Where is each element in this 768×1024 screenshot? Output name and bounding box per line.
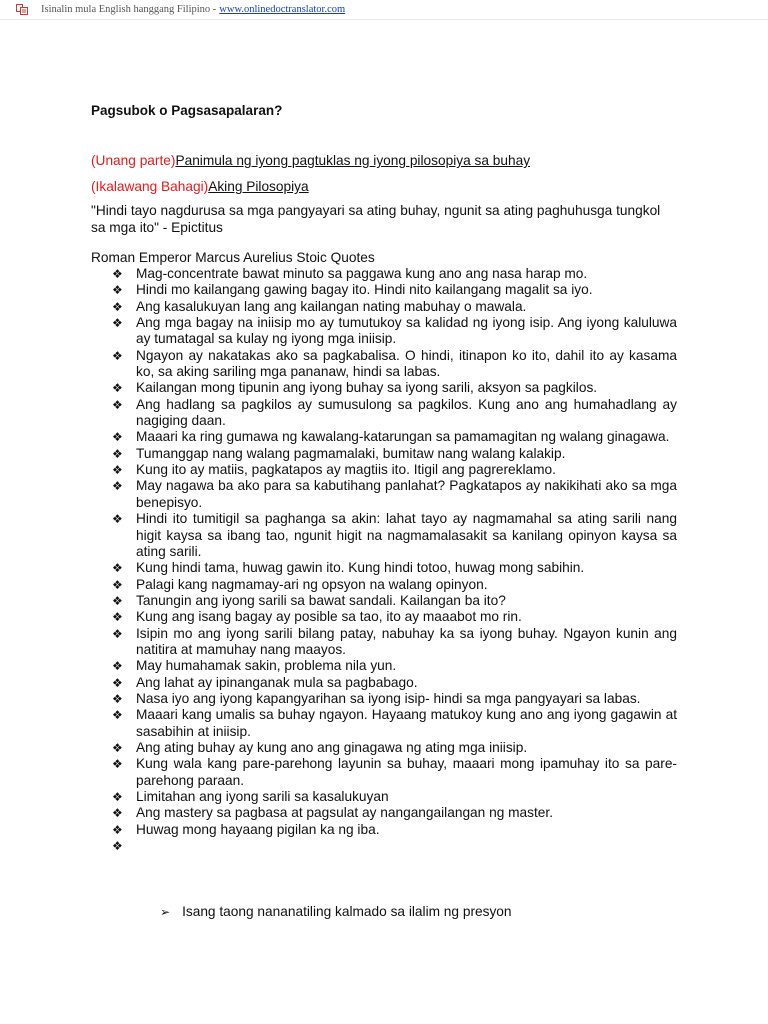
- list-item: [112, 266, 677, 282]
- diamond-bullet-icon: ❖: [112, 839, 123, 854]
- list-item-text: Kailangan mong tipunin ang iyong buhay sa iyong sarili, aksyon sa pagkilos.: [136, 380, 598, 396]
- diamond-bullet-icon: ❖: [112, 283, 123, 298]
- list-item: [112, 478, 677, 511]
- list-item-text: Isipin mo ang iyong sarili bilang patay, nabuhay ka sa iyong buhay. Ngayon kunin ang natitira at mamuhay nang maayos.: [136, 625, 677, 657]
- list-item: [112, 299, 677, 315]
- list-item: [112, 577, 677, 593]
- list-item: [112, 707, 677, 740]
- list-item-text: Ang ating buhay ay kung ano ang ginagawa ng ating mga iniisip.: [136, 739, 528, 755]
- diamond-bullet-icon: ❖: [112, 806, 123, 821]
- list-item: [112, 756, 677, 789]
- list-item-text: Ang mga bagay na iniisip mo ay tumutukoy sa kalidad ng iyong isip. Ang iyong kaluluwa ay tumatagal sa kulay ng iyong mga iniisip.: [136, 315, 677, 347]
- list-item: [112, 740, 677, 756]
- list-item: [112, 348, 677, 381]
- diamond-bullet-icon: ❖: [112, 577, 123, 592]
- list-item-text: Huwag mong hayaang pigilan ka ng iba.: [136, 821, 380, 837]
- list-item: [112, 609, 677, 625]
- diamond-bullet-icon: ❖: [112, 610, 123, 625]
- list-item: [112, 446, 677, 462]
- list-item: [112, 805, 677, 821]
- list-item: [112, 511, 677, 560]
- list-item-text: Hindi ito tumitigil sa paghanga sa akin: lahat tayo ay nagmamahal sa ating sarili nang higit kaysa sa ibang tao, ngunit higit na nagmamalasakit sa kanilang opinyon kaysa sa ating sarili.: [136, 511, 677, 559]
- list-item: [112, 593, 677, 609]
- diamond-bullet-icon: ❖: [112, 822, 123, 837]
- diamond-bullet-icon: ❖: [112, 708, 123, 723]
- list-item: [112, 789, 677, 805]
- list-item-text: Palagi kang nagmamay-ari ng opsyon na walang opinyon.: [136, 576, 488, 592]
- diamond-bullet-icon: ❖: [112, 757, 123, 772]
- list-item: [112, 838, 677, 854]
- arrow-bullet-icon: ➢: [160, 905, 171, 919]
- quotes-heading: Roman Emperor Marcus Aurelius Stoic Quotes: [91, 250, 375, 265]
- diamond-bullet-icon: ❖: [112, 593, 123, 608]
- quotes-list: [112, 266, 677, 854]
- list-item-text: Ang mastery sa pagbasa at pagsulat ay nangangailangan ng master.: [136, 805, 553, 821]
- diamond-bullet-icon: ❖: [112, 512, 123, 527]
- list-item: [112, 626, 677, 659]
- part-two-line: [91, 179, 309, 194]
- list-item-text: Hindi mo kailangang gawing bagay ito. Hindi nito kailangang magalit sa iyo.: [136, 282, 593, 298]
- list-item: [112, 822, 677, 838]
- list-item: [112, 658, 677, 674]
- diamond-bullet-icon: ❖: [112, 561, 123, 576]
- epictetus-quote: "Hindi tayo nagdurusa sa mga pangyayari sa ating buhay, ngunit sa ating paghuhusga tungkol sa mga ito" - Epictitus: [91, 203, 661, 235]
- diamond-bullet-icon: ❖: [112, 790, 123, 804]
- list-item-text: Ang hadlang sa pagkilos ay sumusulong sa pagkilos. Kung ano ang humahadlang ay nagiging daan.: [136, 396, 677, 429]
- diamond-bullet-icon: ❖: [112, 430, 123, 445]
- diamond-bullet-icon: ❖: [112, 316, 123, 331]
- diamond-bullet-icon: ❖: [112, 267, 123, 281]
- diamond-bullet-icon: ❖: [112, 691, 123, 706]
- list-item: [112, 462, 677, 478]
- list-item-text: Kung wala kang pare-parehong layunin sa buhay, maaari mong ipamuhay ito sa pare-parehong paraan.: [136, 756, 677, 788]
- list-item: [112, 282, 677, 298]
- sub-list-item: [160, 904, 512, 919]
- list-item: [112, 429, 677, 445]
- translator-link[interactable]: www.onlinedoctranslator.com: [219, 4, 346, 15]
- list-item: [112, 380, 677, 396]
- part-two-label: (Ikalawang Bahagi): [91, 179, 209, 194]
- diamond-bullet-icon: ❖: [112, 299, 123, 314]
- list-item-text: May humahamak sakin, problema nila yun.: [136, 658, 397, 674]
- diamond-bullet-icon: ❖: [112, 381, 123, 396]
- list-item: [112, 691, 677, 707]
- part-two-heading: Aking Pilosopiya: [208, 179, 309, 194]
- list-item-text: Kung hindi tama, huwag gawin ito. Kung hindi totoo, huwag mong sabihin.: [136, 560, 585, 576]
- list-item-text: Ang lahat ay ipinanganak mula sa pagbabago.: [136, 674, 418, 690]
- diamond-bullet-icon: ❖: [112, 348, 123, 363]
- diamond-bullet-icon: ❖: [112, 446, 123, 461]
- diamond-bullet-icon: ❖: [112, 659, 123, 674]
- list-item-text: Tanungin ang iyong sarili sa bawat sandali. Kailangan ba ito?: [136, 592, 506, 608]
- list-item: [112, 560, 677, 576]
- list-item: [112, 397, 677, 430]
- list-item-text: Nasa iyo ang iyong kapangyarihan sa iyong isip- hindi sa mga pangyayari sa labas.: [136, 690, 641, 706]
- list-item-text: Kung ang isang bagay ay posible sa tao, ito ay maaabot mo rin.: [136, 609, 522, 625]
- list-item-text: Ang kasalukuyan lang ang kailangan nating mabuhay o mawala.: [136, 298, 527, 314]
- list-item-text: Maaari kang umalis sa buhay ngayon. Hayaang matukoy kung ano ang iyong gagawin at sasabihin at iniisip.: [136, 707, 677, 739]
- document-title: Pagsubok o Pagsasapalaran?: [91, 103, 283, 118]
- diamond-bullet-icon: ❖: [112, 479, 123, 494]
- list-item-text: Maaari ka ring gumawa ng kawalang-katarungan sa pamamagitan ng walang ginagawa.: [136, 429, 670, 445]
- list-item-text: Kung ito ay matiis, pagkatapos ay magtiis ito. Itigil ang pagrereklamo.: [136, 462, 556, 478]
- part-one-line: [91, 153, 530, 168]
- part-one-heading: Panimula ng iyong pagtuklas ng iyong pilosopiya sa buhay: [175, 153, 531, 168]
- list-item-text: Tumanggap nang walang pagmamalaki, bumitaw nang walang kalakip.: [136, 445, 566, 461]
- list-item-text: Ngayon ay nakatakas ako sa pagkabalisa. O hindi, itinapon ko ito, dahil ito ay kasama ko, sa aking sariling mga pananaw, hindi sa labas.: [136, 347, 677, 380]
- diamond-bullet-icon: ❖: [112, 626, 123, 641]
- diamond-bullet-icon: ❖: [112, 740, 123, 755]
- diamond-bullet-icon: ❖: [112, 675, 123, 690]
- sub-list-item-text: Isang taong nananatiling kalmado sa ilalim ng presyon: [182, 904, 512, 919]
- list-item-text: Mag-concentrate bawat minuto sa paggawa kung ano ang nasa harap mo.: [136, 266, 588, 281]
- diamond-bullet-icon: ❖: [112, 397, 123, 412]
- banner-text: Isinalin mula English hanggang Filipino -: [41, 4, 217, 15]
- list-item-text: May nagawa ba ako para sa kabutihang panlahat? Pagkatapos ay nakikihati ako sa mga benepisyo.: [136, 478, 677, 510]
- list-item: [112, 675, 677, 691]
- list-item-text: Limitahan ang iyong sarili sa kasalukuyan: [136, 789, 389, 804]
- diamond-bullet-icon: ❖: [112, 463, 123, 478]
- list-item: [112, 315, 677, 348]
- part-one-label: (Unang parte): [91, 153, 176, 168]
